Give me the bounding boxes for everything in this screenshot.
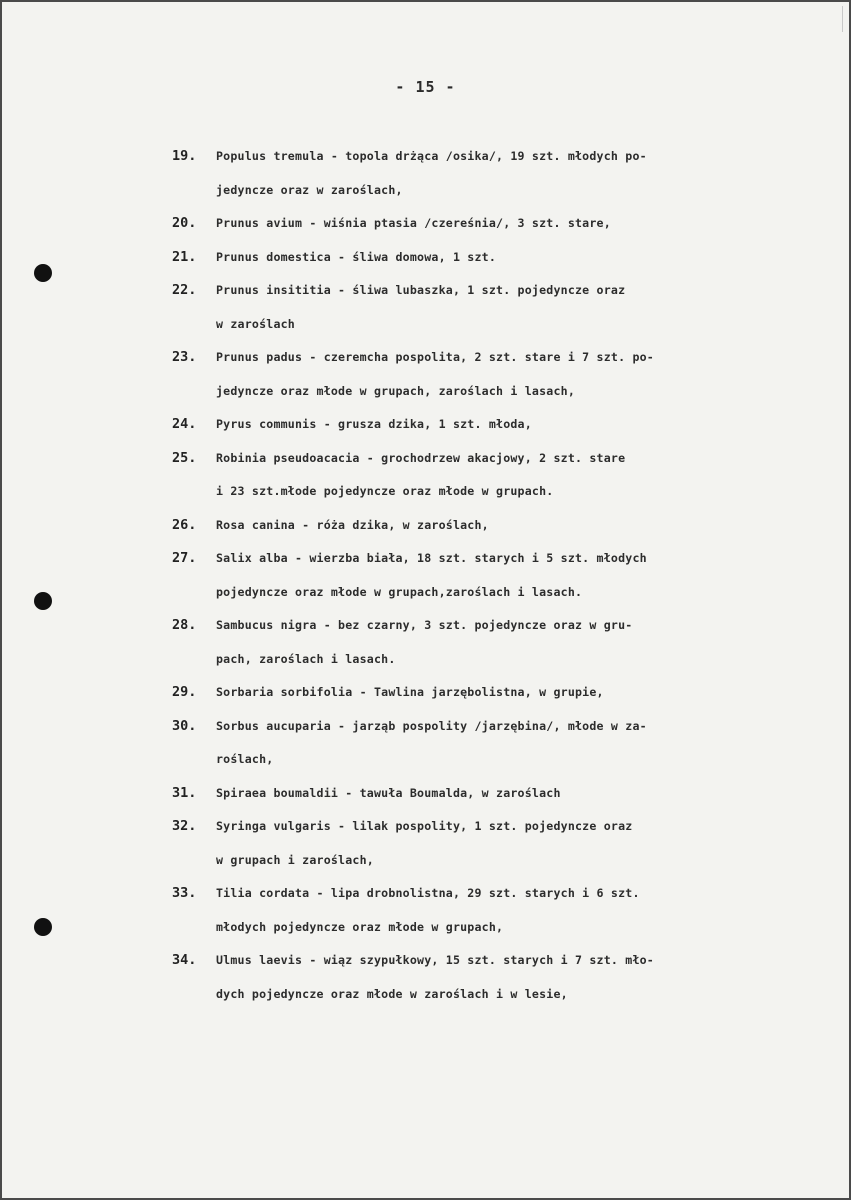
entry-number: 33. <box>172 885 197 901</box>
list-item <box>172 944 842 1011</box>
entry-text-line: jedyncze oraz w zaroślach, <box>216 182 403 197</box>
entry-text-line: i 23 szt.młode pojedyncze oraz młode w grupach. <box>216 484 554 498</box>
entry-text-line: Syringa vulgaris - lilak pospolity, 1 szt. pojedyncze oraz <box>216 819 633 833</box>
list-item <box>172 542 842 609</box>
binder-hole-middle <box>34 592 52 610</box>
list-item <box>172 274 842 341</box>
entry-text-line: Prunus domestica - śliwa domowa, 1 szt. <box>216 249 497 264</box>
entry-text-line: Sorbaria sorbifolia - Tawlina jarzębolistna, w grupie, <box>216 685 604 699</box>
binder-hole-top <box>34 264 52 282</box>
entry-text-line: Tilia cordata - lipa drobnolistna, 29 szt. starych i 6 szt. <box>216 886 640 900</box>
entry-text-line: Sorbus aucuparia - jarząb pospolity /jarzębina/, młode w za- <box>216 718 647 733</box>
entry-text-line: roślach, <box>216 752 274 766</box>
entry-text-line: w zaroślach <box>216 316 295 331</box>
list-item <box>172 408 842 442</box>
document-page <box>2 2 849 1198</box>
entry-number: 31. <box>172 784 197 801</box>
entry-text-line: Prunus insititia - śliwa lubaszka, 1 szt. pojedyncze oraz <box>216 283 626 297</box>
entry-number: 23. <box>172 349 197 365</box>
entry-text-line: dych pojedyncze oraz młode w zaroślach i w lesie, <box>216 986 568 1001</box>
page-number: - 15 - <box>395 78 456 96</box>
entry-number: 26. <box>172 516 197 533</box>
entry-number: 27. <box>172 550 197 566</box>
list-item <box>172 241 842 275</box>
list-item <box>172 777 842 811</box>
list-item <box>172 341 842 408</box>
entry-text-line: w grupach i zaroślach, <box>216 852 374 867</box>
entry-text-line: Sambucus nigra - bez czarny, 3 szt. pojedyncze oraz w gru- <box>216 618 633 632</box>
list-item <box>172 509 842 543</box>
binder-hole-bottom <box>34 918 52 936</box>
entry-text-line: pach, zaroślach i lasach. <box>216 651 396 666</box>
entry-number: 19. <box>172 148 197 164</box>
entry-text-line: pojedyncze oraz młode w grupach,zaroślach i lasach. <box>216 584 583 599</box>
entry-number: 34. <box>172 952 197 968</box>
scan-edge-mark <box>842 6 843 32</box>
entry-text-line: Ulmus laevis - wiąz szypułkowy, 15 szt. starych i 7 szt. mło- <box>216 953 654 967</box>
entry-number: 20. <box>172 215 197 231</box>
list-item <box>172 207 842 241</box>
entry-text-line: jedyncze oraz młode w grupach, zaroślach i lasach, <box>216 383 576 398</box>
entry-number: 22. <box>172 282 197 298</box>
entry-text-line: młodych pojedyncze oraz młode w grupach, <box>216 919 504 934</box>
species-list <box>172 140 842 1011</box>
entry-text-line: Rosa canina - róża dzika, w zaroślach, <box>216 517 489 532</box>
list-item <box>172 609 842 676</box>
list-item <box>172 810 842 877</box>
list-item <box>172 710 842 777</box>
entry-text-line: Robinia pseudoacacia - grochodrzew akacjowy, 2 szt. stare <box>216 450 626 465</box>
entry-text-line: Populus tremula - topola drżąca /osika/, 19 szt. młodych po- <box>216 149 647 163</box>
entry-number: 30. <box>172 717 197 734</box>
entry-number: 29. <box>172 684 197 700</box>
entry-text-line: Spiraea boumaldii - tawuła Boumalda, w zaroślach <box>216 785 561 800</box>
list-item <box>172 676 842 710</box>
entry-number: 25. <box>172 449 197 466</box>
entry-text-line: Prunus padus - czeremcha pospolita, 2 szt. stare i 7 szt. po- <box>216 350 654 364</box>
entry-number: 28. <box>172 617 197 633</box>
entry-text-line: Pyrus communis - grusza dzika, 1 szt. młoda, <box>216 417 532 431</box>
entry-number: 24. <box>172 416 197 432</box>
list-item <box>172 140 842 207</box>
entry-text-line: Prunus avium - wiśnia ptasia /czereśnia/, 3 szt. stare, <box>216 216 611 230</box>
entry-number: 32. <box>172 818 197 834</box>
list-item <box>172 442 842 509</box>
entry-number: 21. <box>172 248 197 265</box>
entry-text-line: Salix alba - wierzba biała, 18 szt. starych i 5 szt. młodych <box>216 551 647 565</box>
list-item <box>172 877 842 944</box>
